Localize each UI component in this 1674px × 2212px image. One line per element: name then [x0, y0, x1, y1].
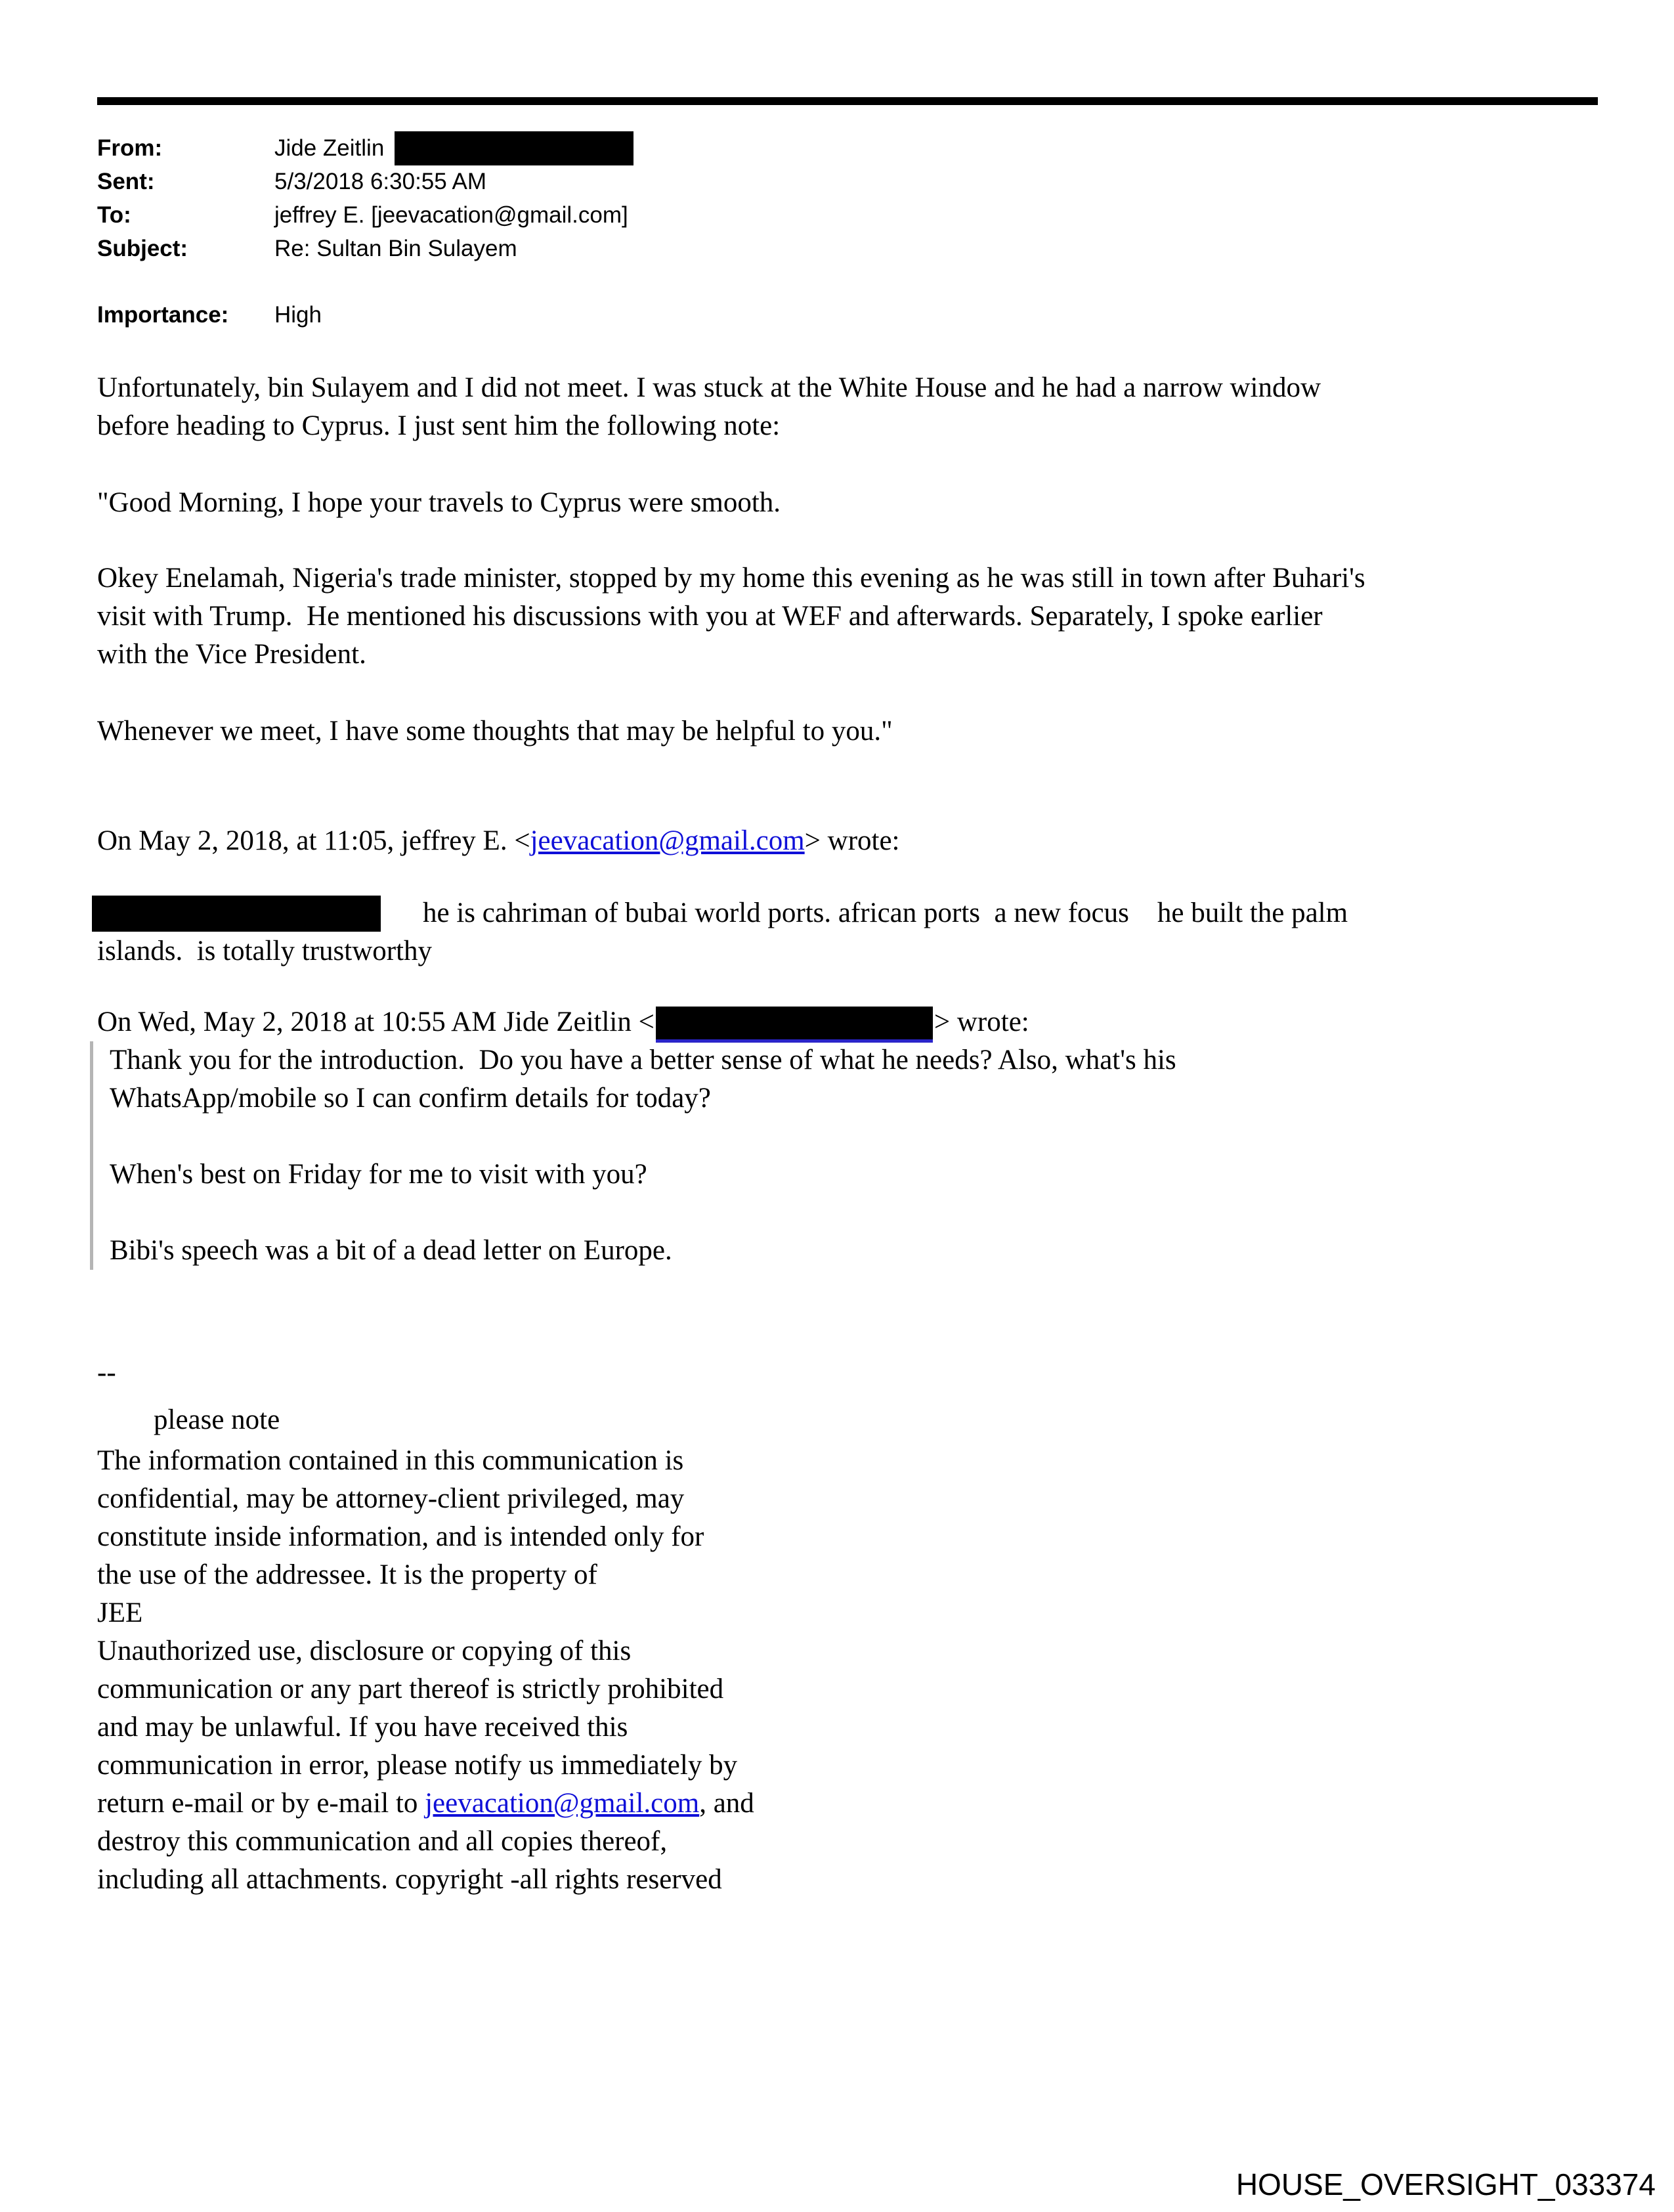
text-line: [97, 636, 1365, 674]
text-segment: including all attachments. copyright -all rights reserved: [97, 1864, 722, 1895]
paragraph-whenever-we-meet: [97, 712, 893, 750]
header-row-subject: [97, 232, 633, 265]
text-line: [97, 1518, 918, 1556]
text-line: islands. is totally trustworthy: [97, 936, 433, 966]
text-segment: Unauthorized use, disclosure or copying of this: [97, 1636, 632, 1666]
text-line: [97, 407, 1321, 445]
quoted-message-block: [90, 1041, 1176, 1270]
bates-number: HOUSE_OVERSIGHT_033374: [1235, 2167, 1656, 2201]
text-segment: communication in error, please notify us immediately by: [97, 1750, 738, 1781]
text-segment: visit with Trump. He mentioned his discussions with you at WEF and afterwards. Separately, I spoke earlier: [97, 601, 1323, 632]
header-row-to: [97, 198, 633, 232]
quote-attribution-may2-1055: [97, 1003, 1029, 1043]
top-divider-rule: [97, 97, 1598, 105]
text-line: please note: [97, 1404, 280, 1435]
quote-attribution-may2-1105: [97, 822, 900, 860]
text-line: [97, 597, 1365, 636]
text-segment: JEE: [97, 1597, 143, 1628]
text-segment: On Wed, May 2, 2018 at 10:55 AM Jide Zeitlin <: [97, 1007, 655, 1037]
text-segment: he is cahriman of bubai world ports. african ports a new focus he built the palm: [423, 898, 1348, 928]
text-segment: and may be unlawful. If you have received this: [97, 1712, 628, 1743]
text-line: [110, 1117, 1176, 1156]
text-segment: Unfortunately, bin Sulayem and I did not meet. I was stuck at the White House and he had a narrow window: [97, 372, 1321, 403]
text-line: [97, 1823, 918, 1861]
subject-value: Re: Sultan Bin Sulayem: [274, 235, 517, 261]
text-line: [97, 1746, 918, 1785]
email-link[interactable]: jeevacation@gmail.com: [425, 1788, 700, 1819]
text-segment: return e-mail or by e-mail to: [97, 1788, 425, 1819]
importance-label: Importance:: [97, 301, 229, 328]
text-line: [97, 1785, 918, 1823]
text-line: [97, 369, 1321, 407]
text-segment: The information contained in this communication is: [97, 1445, 684, 1476]
from-value: Jide Zeitlin: [274, 135, 385, 161]
text-line: [97, 822, 900, 860]
header-row-importance: [97, 298, 633, 332]
text-segment: Thank you for the introduction. Do you have a better sense of what he needs? Also, what's his: [110, 1045, 1176, 1075]
paragraph-okey-enelamah: [97, 559, 1365, 674]
text-line: --: [97, 1357, 116, 1388]
text-line: [97, 1861, 918, 1899]
text-segment: > wrote:: [934, 1007, 1029, 1037]
redaction-bar-name: [92, 896, 381, 932]
text-line: [97, 559, 1365, 597]
from-label: From:: [97, 135, 163, 161]
text-line: [97, 894, 1348, 932]
please-note-line: [97, 1401, 280, 1439]
text-line: [97, 1594, 918, 1632]
text-line: [110, 1194, 1176, 1232]
text-line: [97, 1003, 1029, 1043]
text-line: [110, 1079, 1176, 1117]
email-link[interactable]: jeevacation@gmail.com: [530, 825, 805, 856]
to-value: jeffrey E. [jeevacation@gmail.com]: [274, 202, 628, 228]
text-segment: constitute inside information, and is intended only for: [97, 1521, 704, 1552]
sent-value: 5/3/2018 6:30:55 AM: [274, 168, 487, 194]
subject-label: Subject:: [97, 235, 188, 261]
text-line: [110, 1156, 1176, 1194]
text-segment: When's best on Friday for me to visit with you?: [110, 1159, 647, 1190]
redaction-bar-from-address: [395, 131, 633, 165]
text-segment: before heading to Cyprus. I just sent him the following note:: [97, 410, 781, 441]
email-header: [97, 131, 633, 332]
text-line: [110, 1232, 1176, 1270]
paragraph-good-morning: [97, 484, 781, 522]
redaction-bar-email-address: [656, 1007, 933, 1043]
text-line: Whenever we meet, I have some thoughts that may be helpful to you.": [97, 716, 893, 747]
text-segment: On May 2, 2018, at 11:05, jeffrey E. <: [97, 825, 530, 856]
text-segment: > wrote:: [804, 825, 900, 856]
importance-value: High: [274, 301, 322, 328]
text-line: [97, 1556, 918, 1594]
text-line: [110, 1041, 1176, 1079]
confidentiality-disclaimer: [97, 1442, 918, 1899]
text-segment: Bibi's speech was a bit of a dead letter on Europe.: [110, 1235, 672, 1266]
text-segment: WhatsApp/mobile so I can confirm details for today?: [110, 1083, 711, 1114]
text-line: [97, 1442, 918, 1480]
text-segment: the use of the addressee. It is the property of: [97, 1559, 597, 1590]
text-segment: , and: [699, 1788, 754, 1819]
signature-separator: [97, 1354, 116, 1392]
text-segment: confidential, may be attorney-client privileged, may: [97, 1483, 685, 1514]
text-line: [97, 1670, 918, 1708]
text-segment: with the Vice President.: [97, 639, 366, 670]
sent-label: Sent:: [97, 168, 155, 194]
header-row-sent: [97, 165, 633, 198]
text-segment: Okey Enelamah, Nigeria's trade minister, stopped by my home this evening as he was still in town after Buhari's: [97, 563, 1365, 594]
text-line: "Good Morning, I hope your travels to Cyprus were smooth.: [97, 487, 781, 518]
text-line: [97, 1480, 918, 1518]
text-line: [97, 1632, 918, 1670]
text-segment: destroy this communication and all copies thereof,: [97, 1826, 668, 1857]
paragraph-redacted-intro: [97, 894, 1348, 970]
text-line: [97, 1708, 918, 1746]
header-row-from: [97, 131, 633, 165]
text-segment: communication or any part thereof is strictly prohibited: [97, 1674, 724, 1704]
paragraph-meeting-missed: [97, 369, 1321, 445]
to-label: To:: [97, 202, 131, 228]
